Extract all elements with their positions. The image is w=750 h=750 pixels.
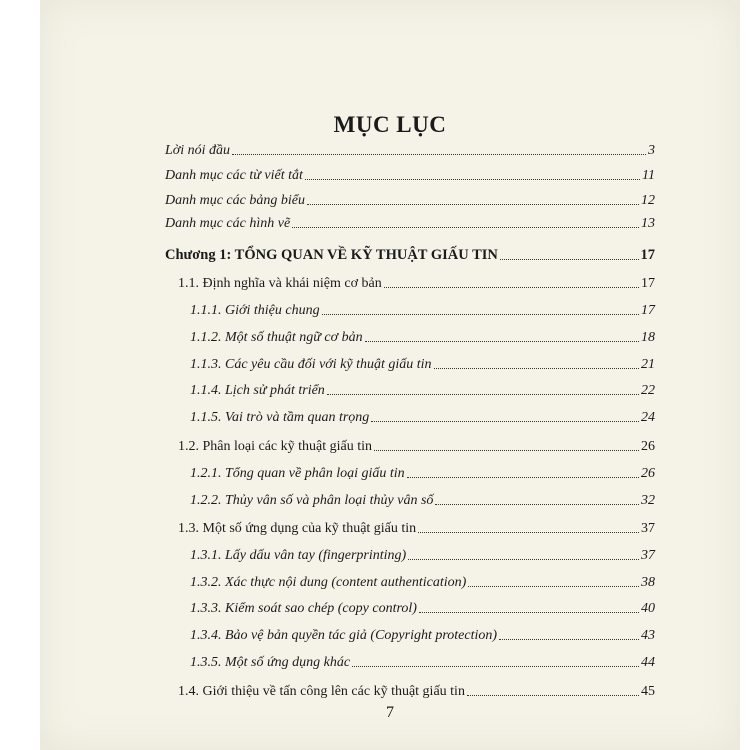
toc-leader-dots <box>365 341 639 342</box>
toc-entry-subsection <box>190 601 655 617</box>
toc-entry-label: 1.3.4. Bảo vệ bản quyền tác giả (Copyright protection) <box>190 628 498 643</box>
toc-leader-dots <box>327 394 639 395</box>
toc-leader-dots <box>435 504 639 505</box>
toc-entry-label: 1.2.1. Tổng quan về phân loại giấu tin <box>190 466 405 481</box>
toc-entry-subsection <box>190 383 655 399</box>
toc-entry-label: 1.3. Một số ứng dụng của kỹ thuật giấu tin <box>178 521 417 536</box>
toc-entry-page: 24 <box>641 410 655 425</box>
toc-leader-dots <box>408 559 639 560</box>
toc-entry-page: 37 <box>641 548 655 563</box>
toc-entry-tables <box>165 193 655 209</box>
toc-entry-subsection <box>190 466 655 482</box>
toc-leader-dots <box>467 695 639 696</box>
toc-entry-page: 43 <box>641 628 655 643</box>
toc-entry-label: Chương 1: TỔNG QUAN VỀ KỸ THUẬT GIẤU TIN <box>165 247 498 263</box>
toc-entry-subsection <box>190 303 655 319</box>
toc-entry-subsection <box>190 575 655 591</box>
toc-entry-label: 1.1.1. Giới thiệu chung <box>190 303 320 318</box>
toc-entry-page: 37 <box>641 521 655 536</box>
toc-entry-page: 26 <box>641 439 655 454</box>
toc-entry-page: 3 <box>648 143 655 158</box>
toc-entry-preface <box>165 143 655 159</box>
toc-entry-section <box>178 276 655 292</box>
toc-entry-label: 1.3.5. Một số ứng dụng khác <box>190 655 351 670</box>
toc-entry-page: 32 <box>641 493 655 508</box>
toc-leader-dots <box>418 532 639 533</box>
toc-entry-label: 1.4. Giới thiệu về tấn công lên các kỹ thuật giấu tin <box>178 684 465 699</box>
toc-entry-label: 1.3.2. Xác thực nội dung (content authentication) <box>190 575 467 590</box>
toc-entry-label: Lời nói đầu <box>165 143 231 158</box>
toc-entry-section <box>178 521 655 537</box>
toc-entry-abbreviations <box>165 168 655 184</box>
toc-entry-page: 13 <box>641 216 655 231</box>
toc-entry-label: 1.1. Định nghĩa và khái niệm cơ bản <box>178 276 382 291</box>
toc-leader-dots <box>371 421 639 422</box>
toc-entry-page: 22 <box>641 383 655 398</box>
toc-entry-page: 21 <box>641 357 655 372</box>
book-page <box>40 0 740 750</box>
toc-leader-dots <box>322 314 639 315</box>
toc-entry-figures <box>165 216 655 232</box>
toc-entry-subsection <box>190 655 655 671</box>
toc-entry-label: 1.1.3. Các yêu cầu đối với kỹ thuật giấu tin <box>190 357 432 372</box>
toc-leader-dots <box>434 368 639 369</box>
toc-entry-label: Danh mục các từ viết tắt <box>165 168 303 183</box>
toc-leader-dots <box>499 639 639 640</box>
toc-entry-subsection <box>190 357 655 373</box>
toc-entry-subsection <box>190 493 655 509</box>
toc-entry-page: 26 <box>641 466 655 481</box>
toc-entry-page: 44 <box>641 655 655 670</box>
toc-entry-label: 1.1.2. Một số thuật ngữ cơ bản <box>190 330 363 345</box>
toc-entry-subsection <box>190 548 655 564</box>
toc-entry-label: 1.2.2. Thủy vân số và phân loại thủy vân số <box>190 493 434 508</box>
toc-entry-chapter-1 <box>165 247 655 264</box>
toc-leader-dots <box>374 450 639 451</box>
toc-entry-section <box>178 684 655 700</box>
toc-entry-page: 17 <box>641 276 655 291</box>
toc-leader-dots <box>500 259 639 260</box>
toc-entry-label: 1.3.3. Kiểm soát sao chép (copy control) <box>190 601 417 616</box>
toc-entry-label: 1.3.1. Lấy dấu vân tay (fingerprinting) <box>190 548 407 563</box>
toc-entry-subsection <box>190 628 655 644</box>
toc-leader-dots <box>407 477 639 478</box>
toc-entry-page: 17 <box>640 247 655 263</box>
toc-leader-dots <box>468 586 639 587</box>
toc-entry-section <box>178 439 655 455</box>
toc-leader-dots <box>232 154 646 155</box>
page-title: MỤC LỤC <box>333 112 447 137</box>
toc-entry-page: 40 <box>641 601 655 616</box>
toc-leader-dots <box>384 287 639 288</box>
toc-entry-label: 1.1.4. Lịch sử phát triển <box>190 383 325 398</box>
toc-entry-page: 17 <box>641 303 655 318</box>
toc-entry-page: 38 <box>641 575 655 590</box>
toc-entry-label: 1.2. Phân loại các kỹ thuật giấu tin <box>178 439 373 454</box>
toc-entry-page: 45 <box>641 684 655 699</box>
toc-entry-page: 18 <box>641 330 655 345</box>
toc-entry-label: 1.1.5. Vai trò và tầm quan trọng <box>190 410 370 425</box>
toc-leader-dots <box>419 612 639 613</box>
toc-entry-label: Danh mục các bảng biểu <box>165 193 305 208</box>
toc-entry-page: 11 <box>642 168 655 183</box>
toc-entry-subsection <box>190 330 655 346</box>
toc-leader-dots <box>352 666 639 667</box>
toc-entry-label: Danh mục các hình vẽ <box>165 216 291 231</box>
page-number: 7 <box>386 704 394 721</box>
toc-entry-page: 12 <box>641 193 655 208</box>
toc-leader-dots <box>307 204 639 205</box>
toc-leader-dots <box>292 227 639 228</box>
toc-leader-dots <box>305 179 640 180</box>
toc-entry-subsection <box>190 410 655 426</box>
